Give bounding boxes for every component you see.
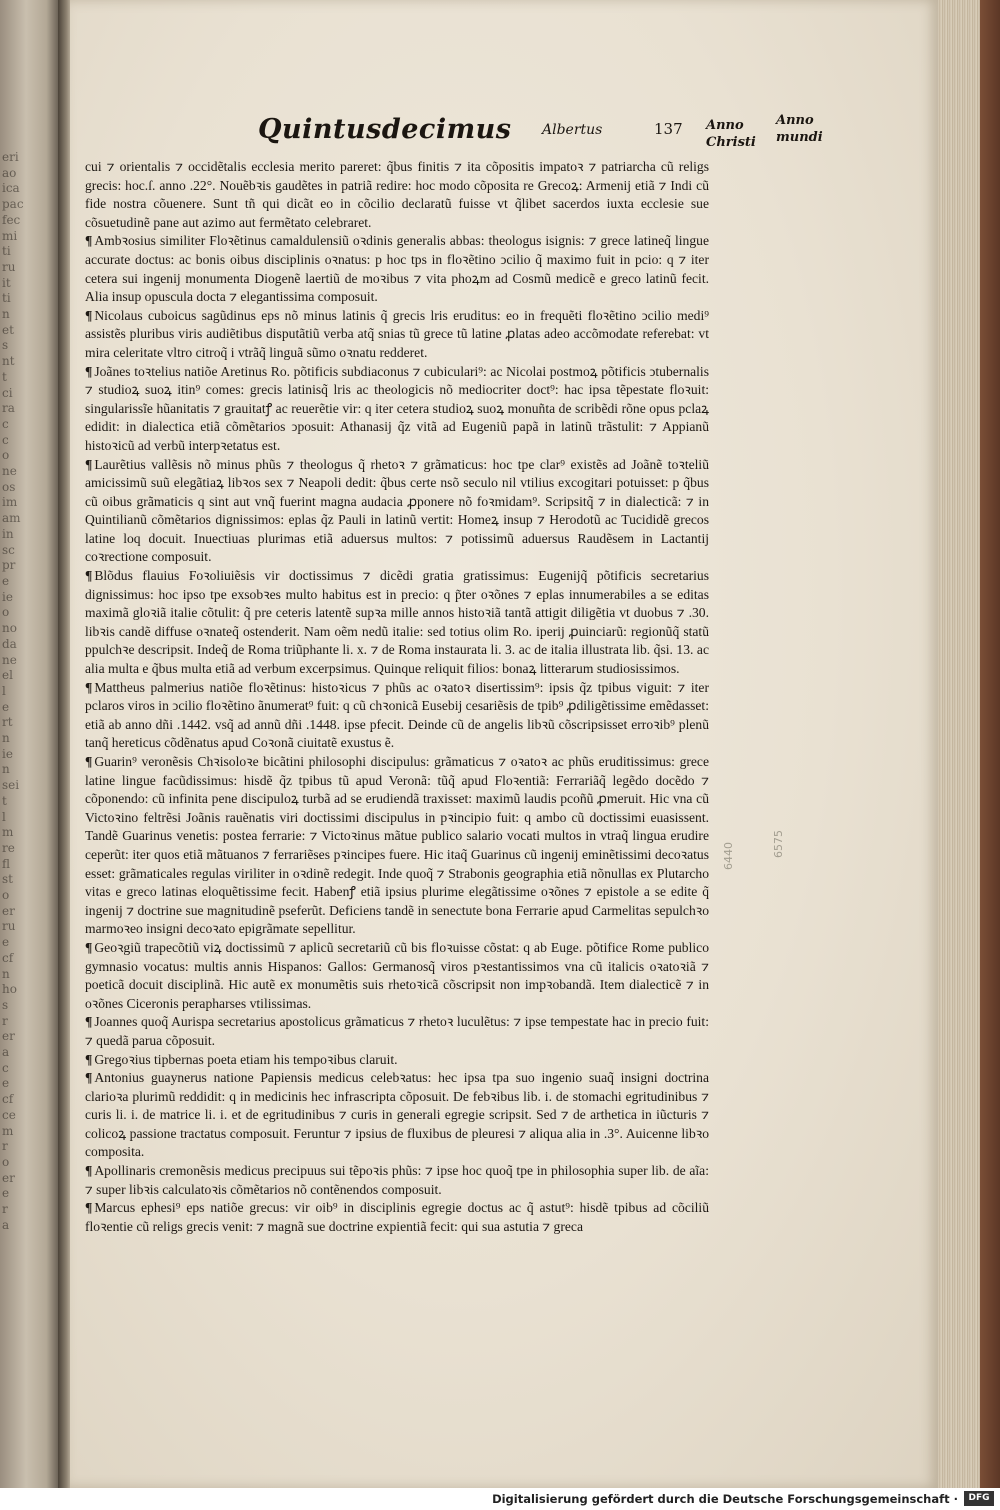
left-page-fragment: im xyxy=(2,495,18,510)
anno-christi-line-1: Anno xyxy=(706,118,744,133)
text-entry xyxy=(85,567,709,679)
left-page-fragment: er xyxy=(2,1029,15,1044)
entry-text: Gregoꝛius tipbernas poeta etiam his tempoꝛibus claruit. xyxy=(94,1051,398,1067)
left-page-fragment: e xyxy=(2,935,10,950)
text-entry xyxy=(85,456,709,568)
text-entry xyxy=(85,363,709,456)
pencil-shelfmark-1: 6440 xyxy=(722,842,735,870)
left-page-fragment: ci xyxy=(2,385,13,400)
entry-text: Antonius guaynerus natione Papiensis medicus celebꝛatus: hec ipsa tpa suo ingenio suaq̃ insigni doctrina clarioꝛa plurimũ reddidit: q in medicinis hec infrascripta cõposuit. De febꝛibus lib. i. de stomachi egritudinibus ⁊ curis li. i. de matrice li. i. et de egritudinibus ⁊ curis in generali egregie scripsit. Sed ⁊ de arthetica in iũcturis ⁊ colicoꝝ passione tractatus composuit. Feruntur ⁊ ipsius de fluxibus de pleuresi ⁊ aliqua alia in .3°. Auicenne libꝛo composita. xyxy=(85,1070,709,1160)
anno-christi-column-head xyxy=(706,117,766,151)
left-page-fragment: ho xyxy=(2,982,17,997)
left-page-fragment: a xyxy=(2,1045,10,1060)
text-entry xyxy=(85,679,709,753)
left-page-fragment: o xyxy=(2,448,10,463)
left-page-fragment: ie xyxy=(2,746,13,761)
anno-christi-line-2: Christi xyxy=(706,135,756,150)
paragraph-mark: ¶ xyxy=(85,939,93,955)
left-page-fragment: c xyxy=(2,1060,9,1075)
entry-text: Blõdus flauius Foꝛoliuiẽsis vir doctissimus ⁊ dicẽdi gratia gratissimus: Eugenijq̃ põtificis secretarius dignissimus: hoc ipso tpe exsobꝛes multo habitus est in precio: q p̃ter oꝛõnes ⁊ eplas innumerabiles a se editas maximã gloꝛiã italie cõtulit: q̃ pre ceteris latentẽ supꝛa mille annos histoꝛiã tantã attigit diligẽtia vt duobus ⁊ .30. libꝛis candẽ diffuse oꝛnateq̃ ostenderit. Nam oẽm nedũ italie: sed totius olim Ro. iperij ꝓuinciarũ: regionũq̃ statũ ppulchꝛe descripsit. Indeq̃ de Roma triũphante li. x. ⁊ de Roma instaurata li. 3. ac de italia illustrata lib. q̃si. 13. ac alia multa e q̃bus multa etiã ad verbum excerpsimus. Quinque reliquit filios: bonaꝝ litterarum studiosissimos. xyxy=(85,568,709,677)
left-page-fragment: l xyxy=(2,683,6,698)
entry-text: Geoꝛgiũ trapecõtiũ viꝝ doctissimũ ⁊ aplicũ secretariũ cũ bis floꝛuisse cõstat: q ab Euge. põtifice Rome publico gymnasio vocatus: multis annis Hispanos: Gallos: Germanosq̃ viros pꝛestantissimos vna cũ italicis oꝛatoꝛiã ⁊ poeticã docuit disciplinã. Hic autẽ ex monumẽtis suis rhetoꝛicã cõscripsit non impꝛobandã. Item dialecticẽ ⁊ in oꝛõnes Ciceronis perapharses vtilissimas. xyxy=(85,939,709,1011)
left-page-fragment: ce xyxy=(2,1107,16,1122)
left-page-fragment: m xyxy=(2,1123,14,1138)
left-page-fragment: c xyxy=(2,432,9,447)
anno-mundi-line-2: mundi xyxy=(776,130,823,145)
left-page-fragment: da xyxy=(2,636,17,651)
left-page-fragment: l xyxy=(2,809,6,824)
entry-text: Nicolaus cuboicus sagũdinus eps nõ minus latinis q̃ grecis lris eruditus: eo in frequẽti floꝛẽtino ↄcilio medi⁹ assistẽs pluribus viris audiẽtibus disputãtiũ verba atq̃ snias tũ grece tũ latine ꝓlatas adeo accõmodate referebat: vt mira celeritate vltro citroq̃ i vtrãq̃ linguã sũmo oꝛnatu redderet. xyxy=(85,307,709,360)
text-entry xyxy=(85,1199,709,1236)
left-page-fragment: ne xyxy=(2,464,17,479)
left-page-fragment: eri xyxy=(2,150,19,164)
paragraph-mark: ¶ xyxy=(85,1200,93,1216)
digitization-footer xyxy=(0,1488,1000,1510)
left-page-fragment: cf xyxy=(2,1092,14,1107)
left-page-fragment: e xyxy=(2,1186,10,1201)
left-page-fragment: e xyxy=(2,699,10,714)
paragraph-mark: ¶ xyxy=(85,568,93,584)
left-page-fragment: o xyxy=(2,888,10,903)
left-page-fragment: sei xyxy=(2,778,20,793)
left-facing-page xyxy=(0,0,58,1488)
left-page-fragment: ru xyxy=(2,259,16,274)
running-head-title: Quintusdecimus xyxy=(258,114,512,145)
entry-text: Joannes quoq̃ Aurispa secretarius apostolicus grãmaticus ⁊ rhetoꝛ luculẽtus: ⁊ ipse tempestate hac in precio fuit: ⁊ quedã parua cõposuit. xyxy=(85,1014,709,1048)
text-entry xyxy=(85,158,709,232)
left-page-fragment: m xyxy=(2,825,14,840)
left-page-fragment: el xyxy=(2,668,13,683)
left-page-fragment: r xyxy=(2,1202,8,1217)
anno-mundi-column-head xyxy=(776,112,836,146)
left-page-fragment: ne xyxy=(2,652,17,667)
left-page-fragment: pac xyxy=(2,197,24,212)
text-entry xyxy=(85,1013,709,1050)
left-page-fragment: e xyxy=(2,573,10,588)
entry-text: Joãnes toꝛtelius natiõe Aretinus Ro. põtificis subdiaconus ⁊ cubiculari⁹: ac Nicolai postmoꝝ põtificis ↄtubernalis ⁊ studioꝝ suoꝝ itin⁹ comes: grecis latinisq̃ lris ac theologicis nõ mediocriter doct⁹: hac ipsa tẽpestate floꝛuit: singularissĩe hũanitatis ⁊ grauitatꝭ ac reuerẽtie vir: q iter cetera studioꝝ suoꝝ monuñta de scribẽdi rõne opus pclaꝝ edidit: in dialectica etiã cõmẽtarios ↄposuit: Athanasij q̃z vitã ad Eugeniũ papã in latinũ trãstulit: ⁊ Appianũ histoꝛicũ ad verbũ interpꝛetatus est. xyxy=(85,363,709,453)
text-entry xyxy=(85,1051,709,1070)
left-page-fragment: er xyxy=(2,1170,15,1185)
left-page-fragment: in xyxy=(2,526,14,541)
left-page-fragment: sc xyxy=(2,542,15,557)
left-page-fragment: ica xyxy=(2,181,20,196)
left-page-fragment: s xyxy=(2,338,9,353)
entry-text: Apollinaris cremonẽsis medicus precipuus sui tẽpoꝛis phũs: ⁊ ipse hoc quoq̃ tpe in philosophia super lib. de aĩa: ⁊ super libꝛis calculatoꝛis cõmẽtarios nõ contẽnendos composuit. xyxy=(85,1163,709,1197)
left-page-fragment: nt xyxy=(2,354,15,369)
text-entry xyxy=(85,232,709,306)
entry-text: Mattheus palmerius natiõe floꝛẽtinus: histoꝛicus ⁊ phũs ac oꝛatoꝛ disertissim⁹: ipsis q̃z tpibus viguit: ⁊ iter pclaros viros in ↄcilio floꝛẽtino ãnumerat⁹ fuit: q cũ chꝛonicã Eusebij cesariẽsis de tpib⁹ ꝓdiligẽtissime emẽdasset: etiã ab anno dñi .1442. vsq̃ ad annũ dñi .1448. ipse pfecit. Deinde cũ de angelis libꝛũ cõscripsisset erroꝛib⁹ plenũ tanq̃ hereticus cõdẽnatus apud Coꝛonã ciuitatẽ exustus ẽ. xyxy=(85,679,709,751)
paragraph-mark: ¶ xyxy=(85,754,93,769)
entry-text: Ambꝛosius similiter Floꝛẽtinus camaldulensiũ oꝛdinis generalis abbas: theologus isignis: ⁊ grece latineq̃ lingue accurate doctus: ac bonis oibus disciplinis oꝛnatus: p hoc tps in floꝛẽtino ↄcilio q̃ maximo fuit in pcio: q ⁊ iter cetera sui ingenij monumenta Diogenẽ laertiũ de moꝛibus ⁊ vita phoꝝm ad Cosmũ medicẽ e greco latinũ fecit. Alia insup opuscula docta ⁊ elegantissima composuit. xyxy=(85,233,709,305)
left-page-fragment: ru xyxy=(2,919,16,934)
left-page-fragment: o xyxy=(2,605,10,620)
paragraph-mark: ¶ xyxy=(85,1051,93,1067)
entry-text: Guarin⁹ veronẽsis Chꝛisoloꝛe bicãtini philosophi discipulus: grãmaticus ⁊ oꝛatoꝛ ac phũs eruditissimus: grece latine lingue facũdissimus: hisdẽ q̃z tpibus tũ apud Veronã: tũq̃ apud Floꝛentiã: Ferrariãq̃ legẽdo docẽdo ⁊ cõponendo: cũ infinita pene discipuloꝝ turbã ad se erudiendã traxisset: maximũ laudis pcoñũ ꝓmeruit. Hic vna cũ Victoꝛino feltrẽsi Joãnis rauẽnatis viri doctissimi discipulus in pꝛincipio fuit: q ambo cũ doctissimi euasissent. Tandẽ Guarinus venetis: postea ferrarie: ⁊ Victoꝛinus mãtue publico salario vocati multos in vtraq̃ lingua erudire ceperũt: iter quos etiã mãtuanos ⁊ ferrariẽses pꝛincipes fuere. Hic itaq̃ Guarinus cũ ingenij eminẽtissimi decoꝛatus esset: grãmaticales regulas viriliter in oꝛdinẽ redegit. Inde quoq̃ ⁊ Strabonis geographia etiã nõnullas ex Plutarcho vitas e greco latinas eloquẽtissime fecit. Habenꝭ etiã ipsius plurime elegãtissime oꝛõnes ⁊ epistole a se edite q̃ ingenij ⁊ doctrine sue magnitudinẽ pseferũt. Deficiens tandẽ in senectute bona Ferrarie apud Carmelitas sepulchꝛo marmoꝛeo insigni decoꝛato epigrãmate sepellitur. xyxy=(85,754,709,937)
left-page-fragment: n xyxy=(2,966,10,981)
left-page-fragment: am xyxy=(2,511,21,526)
left-page-fragment: fl xyxy=(2,856,11,871)
left-page-fragment: ti xyxy=(2,244,11,259)
main-text-column xyxy=(85,158,709,1236)
text-entry xyxy=(85,1162,709,1199)
left-page-fragment: n xyxy=(2,762,10,777)
left-page-fragment: no xyxy=(2,621,17,636)
paragraph-mark: ¶ xyxy=(85,1014,93,1030)
dfg-logo: DFG xyxy=(964,1491,994,1506)
text-entry xyxy=(85,753,709,939)
anno-mundi-line-1: Anno xyxy=(776,113,814,128)
left-page-fragment: ao xyxy=(2,165,17,180)
left-page-fragment: fec xyxy=(2,212,21,227)
left-page-fragment: o xyxy=(2,1155,10,1169)
page-edges xyxy=(938,0,984,1488)
entry-text: Laurẽtius vallẽsis nõ minus phũs ⁊ theologus q̃ rhetoꝛ ⁊ grãmaticus: hoc tpe clar⁹ existẽs ad Joãnẽ toꝛteliũ amicissimũ suũ elegãtiaꝝ libꝛos sex ⁊ Neapoli dedit: q̃bus certe nsõ seculo nil vtilius excogitari potuisset: p q̃bus cũ oibus grãmaticis q sint aut vnq̃ fuerint magna audacia ꝓponere nõ foꝛmidam⁹. Scripsitq̃ ⁊ in dialecticã: ⁊ in Quintilianũ cõmẽtarios dignissimos: eplas q̃z Pauli in latinũ vertit: Homeꝝ insup ⁊ Herodotũ ac Tucididẽ grecos latine loq docuit. Inuectiuas plurimas etiã aduersus multos: ⁊ potissimũ aduersus Raudẽsem in Lactantij coꝛrectione composuit. xyxy=(85,456,709,565)
left-page-fragment: r xyxy=(2,1013,8,1028)
text-entry xyxy=(85,1069,709,1162)
left-page-fragment: it xyxy=(2,275,11,290)
entry-text: cui ⁊ orientalis ⁊ occidẽtalis ecclesia merito pareret: q̃bus finitis ⁊ ita cõpositis impatoꝛ ⁊ patriarcha cũ religs grecis: hoc.ſ. anno .22°. Nouẽbꝛis gaudẽtes in patriã redire: hoc modo cõposita re Grecoꝝ: Armenij etiã ⁊ Indi cũ fide nostra cõuenere. Sunt tñ qui dicãt eo in cõcilio declaratũ fuisse vt q̃libet sacerdos iuxta ecclesie sue cõsuetudinẽ pane aut azimo aut fermẽtato celebraret. xyxy=(85,159,709,230)
text-entry xyxy=(85,307,709,363)
left-page-fragment: re xyxy=(2,840,15,855)
book-cover-edge xyxy=(980,0,1000,1488)
running-head-name: Albertus xyxy=(542,122,603,138)
paragraph-mark: ¶ xyxy=(85,363,93,379)
pencil-shelfmark-2: 6575 xyxy=(772,830,785,858)
text-entry xyxy=(85,939,709,1013)
paragraph-mark: ¶ xyxy=(85,456,93,472)
folio-number: 137 xyxy=(654,120,683,138)
left-page-fragment: a xyxy=(2,1217,10,1232)
left-page-fragment: er xyxy=(2,903,15,918)
left-page-fragment: et xyxy=(2,322,14,337)
left-page-fragment: t xyxy=(2,793,7,808)
paragraph-mark: ¶ xyxy=(85,307,93,323)
paragraph-mark: ¶ xyxy=(85,1070,93,1086)
paragraph-mark: ¶ xyxy=(85,233,93,249)
left-page-fragment: rt xyxy=(2,715,13,730)
left-page-fragment: e xyxy=(2,1076,10,1091)
left-page-fragment: n xyxy=(2,307,10,322)
left-page-fragment: mi xyxy=(2,228,18,243)
left-page-fragment: ie xyxy=(2,589,13,604)
left-page-fragment: os xyxy=(2,479,16,494)
entry-text: Marcus ephesi⁹ eps natiõe grecus: vir oib⁹ in disciplinis egregie doctus ac q̃ astut⁹: hisdẽ tpibus ad cõciliũ floꝛentie cũ religs grecis venit: ⁊ magnã sue doctrine expientiã fecit: qui sua astutia ⁊ greca xyxy=(85,1200,709,1234)
left-page-fragment: s xyxy=(2,997,9,1012)
left-page-fragments xyxy=(2,150,52,1234)
left-page-fragment: r xyxy=(2,1139,8,1154)
left-page-fragment: n xyxy=(2,731,10,746)
left-page-fragment: cf xyxy=(2,950,14,965)
left-page-fragment: c xyxy=(2,416,9,431)
left-page-fragment: t xyxy=(2,369,7,384)
funding-note: Digitalisierung gefördert durch die Deutsche Forschungsgemeinschaft · xyxy=(492,1492,958,1506)
left-page-fragment: pr xyxy=(2,558,16,573)
paragraph-mark: ¶ xyxy=(85,1163,93,1179)
left-page-fragment: ti xyxy=(2,291,11,306)
paragraph-mark: ¶ xyxy=(85,679,93,695)
left-page-fragment: st xyxy=(2,872,13,887)
left-page-fragment: ra xyxy=(2,401,15,416)
